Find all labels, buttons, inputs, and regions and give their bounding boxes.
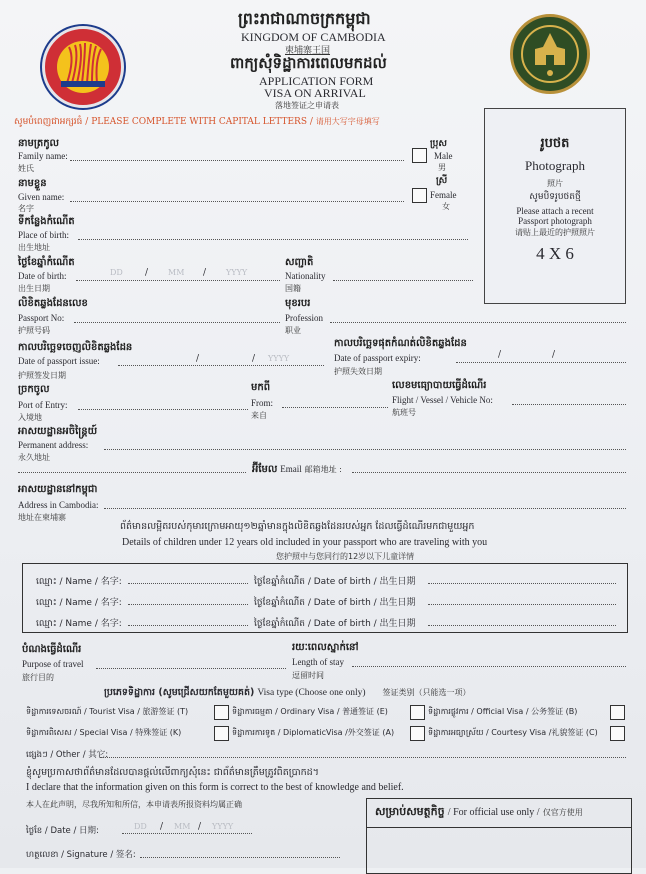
instruction-kh: សូមបំពេញជាអក្សរធំ <box>14 117 83 127</box>
flight-cn: 航班号 <box>392 408 416 417</box>
nationality-kh: សញ្ជាតិ <box>285 257 314 268</box>
dob-dd: DD <box>110 268 123 277</box>
given-name-kh: នាមខ្លួន <box>18 178 47 189</box>
dob-mm: MM <box>168 268 185 277</box>
courtesy-visa-label: ទិដ្ឋាការអធ្យាស្រ័យ / Courtesy Visa /礼貌签证 (C) <box>428 728 598 737</box>
male-checkbox[interactable] <box>412 148 427 163</box>
female-checkbox[interactable] <box>412 188 427 203</box>
profession-input[interactable] <box>330 322 626 323</box>
nationality-input[interactable] <box>333 280 473 281</box>
cambodia-address-label: Address in Cambodia: <box>18 500 99 510</box>
child-2-name-label: ឈ្មោះ / Name / 名字: <box>36 598 122 608</box>
passport-label: Passport No: <box>18 313 65 323</box>
official-use-kh: សម្រាប់សមត្ថកិច្ច <box>375 805 445 818</box>
child-2-dob-label: ថ្ងៃខែឆ្នាំកំណើត / Date of birth / 出生日期 <box>254 598 416 608</box>
dob-cn: 出生日期 <box>18 284 50 293</box>
issue-sep-1: / <box>196 354 200 364</box>
stay-input[interactable] <box>352 666 626 667</box>
visa-type-heading <box>104 686 471 700</box>
issue-kh: កាលបរិច្ឆេទចេញលិខិតឆ្លងដែន <box>18 342 133 353</box>
dob-input[interactable] <box>76 280 280 281</box>
instruction-sep-2: / <box>309 117 313 127</box>
expiry-label: Date of passport expiry: <box>334 353 421 363</box>
place-of-birth-cn: 出生地址 <box>18 243 50 252</box>
children-kh: ព័ត៌មានលម្អិតរបស់កុមារក្រោមអាយុ១២ឆ្នាំមានក្នុងលិខិតឆ្លងដែនរបស់អ្នក ដែលធ្វើដំណើរមកជាមួយអ្នក <box>120 521 475 532</box>
email-label-group <box>252 462 342 477</box>
sign-date-dd: DD <box>134 822 147 831</box>
sign-date-sep-1: / <box>160 822 164 832</box>
issue-yyyy: YYYY <box>268 354 290 363</box>
photo-size: 4 X 6 <box>536 244 574 263</box>
profession-kh: មុខរបរ <box>285 298 311 309</box>
dob-label: Date of birth: <box>18 271 67 281</box>
stay-kh: រយៈពេលស្នាក់នៅ <box>292 642 359 653</box>
diplomatic-visa-checkbox[interactable] <box>410 726 425 741</box>
cambodia-address-input[interactable] <box>104 508 626 509</box>
official-use-divider <box>367 827 631 828</box>
permanent-address-line-2[interactable] <box>18 472 246 473</box>
children-title: Details of children under 12 years old included in your passport who are traveling with you <box>122 537 488 548</box>
child-3-dob-label: ថ្ងៃខែឆ្នាំកំណើត / Date of birth / 出生日期 <box>254 619 416 629</box>
family-name-label: Family name: <box>18 151 68 161</box>
other-visa-label: ផ្សេងៗ / Other / 其它: <box>26 750 109 760</box>
dob-kh: ថ្ងៃខែឆ្នាំកំណើត <box>18 257 75 268</box>
expiry-date-input[interactable] <box>456 362 626 363</box>
ordinary-visa-checkbox[interactable] <box>410 705 425 720</box>
photo-note-2: Passport photograph <box>518 216 592 226</box>
permanent-address-label: Permanent address: <box>18 440 89 450</box>
profession-cn: 职业 <box>285 326 301 335</box>
male-label: Male <box>434 151 453 161</box>
male-cn: 男 <box>438 163 446 172</box>
kh-form-title: ពាក្យសុំទិដ្ឋាការពេលមកដល់ <box>230 54 387 72</box>
purpose-cn: 旅行目的 <box>22 673 54 682</box>
photograph-box[interactable] <box>484 108 626 304</box>
dob-sep-1: / <box>145 268 149 278</box>
child-2-name-input[interactable] <box>128 604 248 605</box>
child-1-dob-input[interactable] <box>428 583 616 584</box>
cn-form-title: 落地签证之申请表 <box>275 101 339 110</box>
cambodia-address-kh: អាសយដ្ឋាននៅកម្ពុជា <box>18 484 98 495</box>
photo-note-cn: 请贴上最近的护照照片 <box>515 228 595 237</box>
instruction-line <box>14 116 380 129</box>
female-kh: ស្រី <box>436 176 448 186</box>
male-kh: ប្រុស <box>430 139 447 149</box>
family-name-kh: នាមត្រកូល <box>18 138 60 149</box>
sign-date-mm: MM <box>174 822 191 831</box>
email-label: Email <box>280 464 302 474</box>
child-3-name-input[interactable] <box>128 625 248 626</box>
sign-date-yyyy: YYYY <box>212 822 234 831</box>
photo-cn: 照片 <box>547 179 563 188</box>
declaration-kh: ខ្ញុំសូមប្រកាសថាព័ត៌មានដែលបានផ្ដល់លើពាក្យសុំនេះ ជាព័ត៌មានត្រឹមត្រូវពិតប្រាកដ។ <box>26 767 319 778</box>
issue-label: Date of passport issue: <box>18 356 100 366</box>
from-cn: 来自 <box>251 411 267 420</box>
nationality-cn: 国籍 <box>285 284 301 293</box>
female-label: Female <box>430 190 457 200</box>
from-kh: មកពី <box>251 382 271 393</box>
visa-type-cn: 签证类别（只能选一项） <box>382 688 471 697</box>
given-name-label: Given name: <box>18 192 65 202</box>
port-of-entry-input[interactable] <box>78 409 248 410</box>
expiry-sep-2: / <box>552 350 556 360</box>
visa-type-kh: ប្រភេទទិដ្ឋាការ (សូមជ្រើសយកតែមួយគត់) <box>104 687 255 698</box>
passport-input[interactable] <box>74 322 280 323</box>
official-use-label: / For official use only / <box>447 807 540 818</box>
asean-emblem-icon <box>42 26 124 108</box>
ordinary-visa-label: ទិដ្ឋាការធម្មតា / Ordinary Visa / 普通签证 (E) <box>232 707 388 716</box>
courtesy-visa-checkbox[interactable] <box>610 726 625 741</box>
profession-label: Profession <box>285 313 323 323</box>
cn-kingdom-title: 柬埔寨王国 <box>285 46 331 56</box>
child-2-dob-input[interactable] <box>428 604 616 605</box>
permanent-address-kh: អាសយដ្ឋានអចិន្ត្រៃយ៍ <box>18 426 98 437</box>
form-subtitle: VISA ON ARRIVAL <box>264 86 366 100</box>
rice-stalks-icon <box>45 29 121 105</box>
tourist-visa-label: ទិដ្ឋាការទេសចរណ៍ / Tourist Visa / 旅游签证 (T) <box>26 707 189 716</box>
from-label: From: <box>251 398 274 408</box>
given-name-cn: 名字 <box>18 204 34 213</box>
permanent-address-cn: 永久地址 <box>18 453 50 462</box>
expiry-sep-1: / <box>498 350 502 360</box>
photo-kh-note: សូមបិទរូបថតថ្មី <box>529 192 581 202</box>
child-1-dob-label: ថ្ងៃខែឆ្នាំកំណើត / Date of birth / 出生日期 <box>254 577 416 587</box>
email-input[interactable] <box>352 472 626 473</box>
official-use-cn: 仅官方使用 <box>542 808 583 817</box>
stay-cn: 逗留时间 <box>292 671 324 680</box>
official-use-box <box>366 798 632 874</box>
purpose-input[interactable] <box>96 668 286 669</box>
entry-label: Port of Entry: <box>18 400 68 410</box>
photo-note-1: Please attach a recent <box>516 206 594 216</box>
form-title: APPLICATION FORM <box>259 74 374 88</box>
date-label: ថ្ងៃខែ / Date / 日期: <box>26 826 99 836</box>
kingdom-title: KINGDOM OF CAMBODIA <box>241 30 386 44</box>
instruction-sep-1: / <box>85 117 89 127</box>
email-kh: អ៊ីមែល <box>252 464 278 475</box>
place-of-birth-kh: ទីកន្លែងកំណើត <box>18 216 75 227</box>
tourist-visa-checkbox[interactable] <box>214 705 229 720</box>
email-cn: 邮箱地址 : <box>304 465 342 474</box>
child-3-dob-input[interactable] <box>428 625 616 626</box>
official-visa-checkbox[interactable] <box>610 705 625 720</box>
signature-input[interactable] <box>140 857 340 858</box>
passport-kh: លិខិតឆ្លងដែនលេខ <box>18 298 88 309</box>
child-3-name-label: ឈ្មោះ / Name / 名字: <box>36 619 122 629</box>
dob-yyyy: YYYY <box>226 268 248 277</box>
special-visa-label: ទិដ្ឋាការពិសេស / Special Visa / 特殊签证 (K) <box>26 728 182 737</box>
from-input[interactable] <box>282 407 388 408</box>
given-name-input[interactable] <box>70 201 404 202</box>
purpose-label: Purpose of travel <box>22 659 84 669</box>
flight-label: Flight / Vessel / Vehicle No: <box>392 395 493 405</box>
purpose-kh: បំណងធ្វើដំណើរ <box>22 644 82 655</box>
stay-label: Length of stay <box>292 657 344 667</box>
expiry-kh: កាលបរិច្ឆេទផុតកំណត់លិខិតឆ្លងដែន <box>334 338 467 349</box>
nationality-label: Nationality <box>285 271 326 281</box>
entry-cn: 入境地 <box>18 413 42 422</box>
temple-icon <box>513 17 587 91</box>
passport-cn: 护照号码 <box>18 326 50 335</box>
female-cn: 女 <box>442 202 450 211</box>
declaration-cn: 本人在此声明，尽我所知和所信，本申请表所报资料均属正确 <box>26 800 242 809</box>
instruction-en: PLEASE COMPLETE WITH CAPITAL LETTERS <box>91 117 307 127</box>
kh-kingdom-title: ព្រះរាជាណាចក្រកម្ពុជា <box>238 9 371 28</box>
flight-input[interactable] <box>512 404 626 405</box>
place-of-birth-input[interactable] <box>78 239 468 240</box>
child-1-name-label: ឈ្មោះ / Name / 名字: <box>36 577 122 587</box>
issue-date-input[interactable] <box>118 365 324 366</box>
children-cn: 您护照中与您同行的12岁以下儿童详情 <box>276 552 415 561</box>
cambodia-address-cn: 地址在柬埔寨 <box>18 513 66 522</box>
declaration-text: I declare that the information given on this form is correct to the best of knowledge and belief. <box>26 782 404 793</box>
family-name-input[interactable] <box>70 160 404 161</box>
place-of-birth-label: Place of birth: <box>18 230 69 240</box>
permanent-address-input[interactable] <box>104 449 626 450</box>
other-visa-input[interactable] <box>100 757 626 758</box>
ministry-seal-icon <box>510 14 590 94</box>
photo-kh: រូបថត <box>540 136 570 151</box>
visa-type-label: Visa type (Choose one only) <box>257 688 366 698</box>
issue-cn: 护照签发日期 <box>18 371 66 380</box>
expiry-cn: 护照失效日期 <box>334 367 382 376</box>
dob-sep-2: / <box>203 268 207 278</box>
family-name-cn: 姓氏 <box>18 164 34 173</box>
diplomatic-visa-label: ទិដ្ឋាការការទូត / DiplomaticVisa /外交签证 (A) <box>232 728 395 737</box>
child-1-name-input[interactable] <box>128 583 248 584</box>
entry-kh: ច្រកចូល <box>18 384 50 395</box>
signature-label: ហត្ថលេខា / Signature / 签名: <box>26 850 136 860</box>
special-visa-checkbox[interactable] <box>214 726 229 741</box>
flight-kh: លេខមធ្យោបាយធ្វើដំណើរ <box>392 380 487 391</box>
instruction-cn: 请用大写字母填写 <box>315 117 380 126</box>
issue-sep-2: / <box>252 354 256 364</box>
sign-date-input[interactable] <box>122 833 252 834</box>
sign-date-sep-2: / <box>198 822 202 832</box>
photo-title: Photograph <box>525 158 585 173</box>
official-visa-label: ទិដ្ឋាការផ្លូវការ / Official Visa / 公务签证 (B) <box>428 707 578 716</box>
